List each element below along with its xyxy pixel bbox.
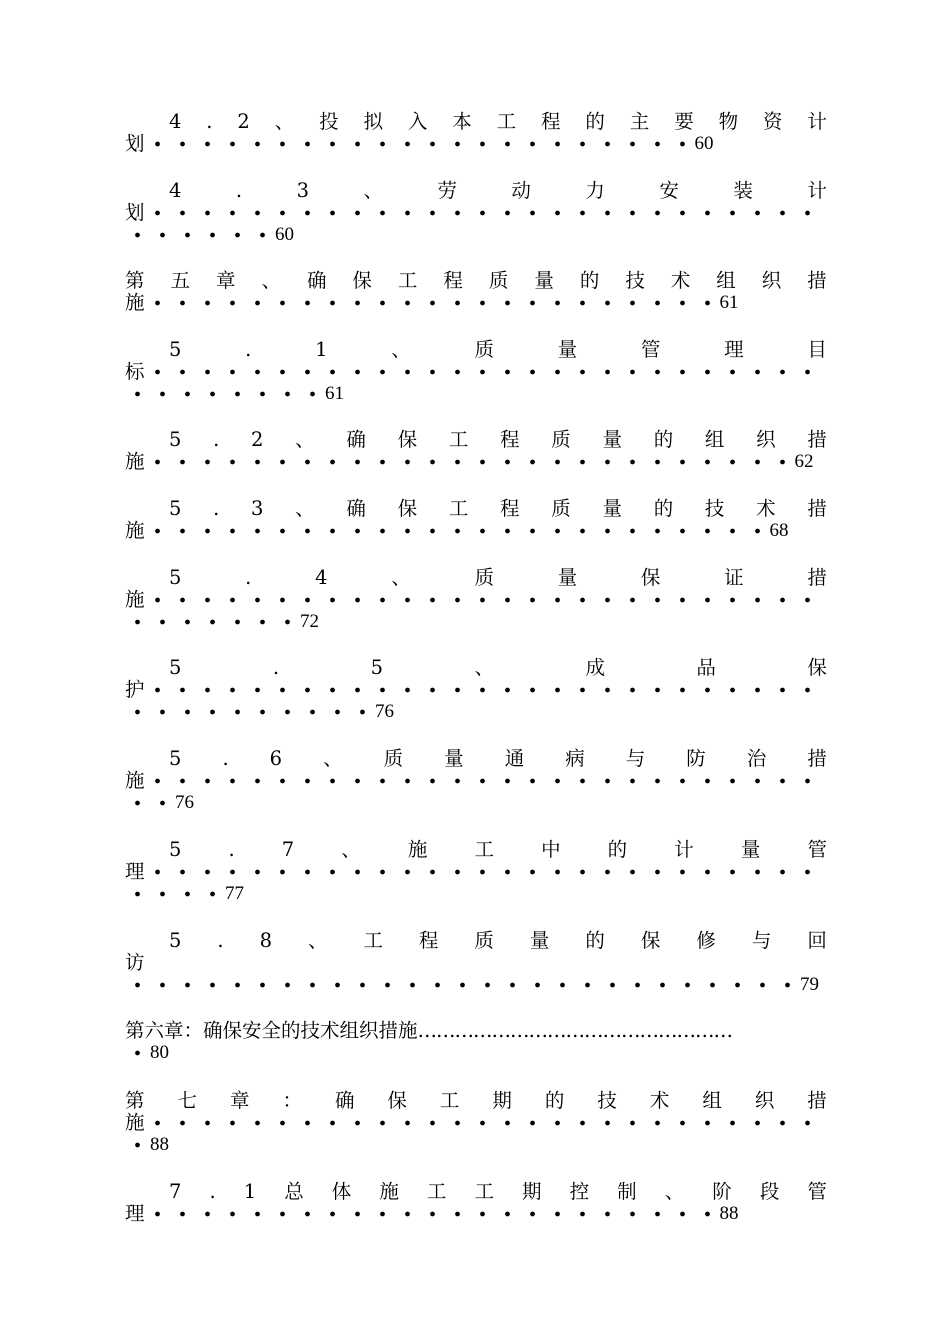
toc-title-char: 程 (541, 110, 561, 133)
toc-title-char: 施 (125, 450, 145, 473)
toc-entry-leader (125, 611, 827, 633)
toc-entry-leader (125, 292, 827, 314)
toc-title-char: . (245, 338, 252, 361)
toc-title-char: 成 (585, 656, 605, 679)
toc-title-char: 工 (474, 838, 494, 861)
toc-title-char: 、 (274, 110, 295, 133)
toc-title-char: 防 (686, 747, 706, 770)
toc-title-char: 管 (640, 338, 661, 361)
toc-title-char: 确 (334, 1089, 355, 1112)
toc-title-char: 动 (511, 179, 531, 202)
toc-title-char: 术 (649, 1089, 670, 1112)
toc-title-char: 5 (169, 566, 182, 589)
toc-title-char: 程 (443, 269, 463, 292)
toc-title-char: 组 (704, 428, 725, 451)
toc-title-char: 七 (177, 1089, 197, 1112)
toc-title-char: 措 (807, 566, 827, 589)
toc-entry-title (125, 1090, 827, 1112)
toc-dot-leader (145, 679, 820, 701)
toc-title-char: 理 (125, 860, 145, 883)
toc-title-char: 工 (474, 1180, 494, 1203)
toc-page-number: 61 (719, 292, 739, 313)
toc-page-number: 88 (719, 1203, 739, 1224)
toc-dot-leader (125, 383, 325, 405)
toc-page-number: 68 (769, 520, 789, 541)
toc-title-char: 术 (756, 497, 776, 520)
toc-title-char: . (209, 1180, 216, 1203)
toc-title-char: 与 (625, 747, 646, 770)
toc-entry-leader (125, 520, 827, 542)
toc-title-char: ： (282, 1089, 302, 1112)
toc-entry-leader (125, 451, 827, 473)
toc-title-char: 施 (407, 838, 428, 861)
toc-entry (125, 567, 827, 633)
toc-title-char: 5 (169, 929, 182, 952)
toc-title-char: 五 (170, 269, 190, 292)
toc-title-char: 要 (674, 110, 694, 133)
toc-title-char: 划 (125, 132, 145, 155)
toc-entry-leader (125, 883, 827, 905)
toc-entry-title (125, 1020, 827, 1042)
toc-dot-leader (145, 292, 720, 314)
toc-entry (125, 111, 827, 155)
toc-title-char: 投 (319, 110, 339, 133)
toc-title-char: 的 (653, 428, 674, 451)
toc-entry (125, 930, 827, 996)
toc-title-char: 量 (740, 838, 761, 861)
toc-title-char: . (213, 497, 220, 520)
toc-title-char: 工 (448, 497, 469, 520)
toc-entry-title (125, 748, 827, 770)
toc-title-char: 术 (670, 269, 691, 292)
toc-title-char: 体 (331, 1180, 352, 1203)
toc-title-char: 织 (756, 428, 776, 451)
toc-title-char: 标 (125, 360, 145, 383)
toc-title-char: 修 (696, 929, 716, 952)
toc-title-char: 、 (261, 269, 281, 292)
toc-page-number: 72 (300, 611, 319, 632)
toc-title-char: 技 (597, 1089, 617, 1112)
toc-title-char: . (272, 656, 280, 679)
toc-title-char: 期 (492, 1089, 512, 1112)
toc-title-char: 劳 (437, 179, 457, 202)
toc-title-char: 质 (551, 428, 571, 451)
toc-entry (125, 180, 827, 246)
toc-title-char: 措 (807, 428, 827, 451)
toc-entry (125, 1020, 827, 1064)
toc-title-char: 组 (702, 1089, 722, 1112)
toc-dot-leader (145, 589, 820, 611)
toc-entry-leader (125, 202, 827, 224)
toc-dot-leader (145, 861, 820, 883)
toc-entry-leader (125, 770, 827, 792)
toc-title-char: 7 (281, 838, 295, 861)
toc-entry-leader (125, 1203, 827, 1225)
toc-title-char: 保 (387, 1089, 407, 1112)
toc-page-number: 62 (794, 451, 814, 472)
toc-title-char: 质 (474, 929, 494, 952)
toc-entry-leader (125, 952, 827, 974)
toc-entry-leader (125, 701, 827, 723)
toc-title-char: 计 (674, 838, 694, 861)
toc-entry-title (125, 930, 827, 952)
toc-title-char: 总 (284, 1180, 304, 1203)
toc-page-number: 60 (694, 133, 714, 154)
toc-entry-leader (125, 1134, 827, 1156)
toc-title-char: 7 (169, 1180, 182, 1203)
toc-dot-leader (125, 224, 275, 246)
toc-title-char: 章 (215, 269, 236, 292)
toc-title-char: 工 (426, 1180, 447, 1203)
toc-title-char: 治 (746, 747, 767, 770)
toc-entry-leader (125, 1042, 827, 1064)
toc-title-char: 量 (602, 497, 622, 520)
toc-dot-leader (145, 361, 820, 383)
toc-entry-leader (125, 974, 827, 996)
toc-title-char: 5 (169, 747, 182, 770)
toc-title-char: 质 (488, 269, 509, 292)
toc-title-char: 、 (391, 338, 411, 361)
toc-entry-title (125, 429, 827, 451)
toc-title-char: 、 (341, 838, 361, 861)
toc-title-char: . (245, 566, 252, 589)
toc-title-char: 保 (397, 497, 418, 520)
toc-title-char: 的 (585, 929, 605, 952)
toc-title-char: 力 (585, 179, 605, 202)
toc-title-char: 工 (439, 1089, 460, 1112)
toc-entry-title (125, 839, 827, 861)
toc-title-char: 回 (807, 929, 827, 952)
toc-title-char: 5 (169, 338, 182, 361)
toc-title-char: 5 (169, 497, 182, 520)
toc-entry-title (125, 657, 827, 679)
toc-title-char: . (213, 428, 220, 451)
toc-title-char: 2 (251, 428, 264, 451)
toc-title-char: 4 (169, 110, 182, 133)
toc-page-number: 79 (800, 974, 819, 995)
toc-title-char: 的 (544, 1089, 565, 1112)
toc-title-char: 中 (541, 838, 561, 861)
toc-title-char: 织 (761, 269, 782, 292)
toc-title-char: 质 (474, 566, 494, 589)
toc-entry-leader (125, 792, 827, 814)
toc-dot-leader (145, 1203, 720, 1225)
toc-entry-leader (125, 679, 827, 701)
toc-page-number: 88 (150, 1134, 169, 1155)
toc-entry-leader (125, 1112, 827, 1134)
toc-title-char: 本 (452, 110, 472, 133)
toc-entry-title (125, 339, 827, 361)
toc-entry-title (125, 1181, 827, 1203)
toc-title-char: 施 (379, 1180, 399, 1203)
toc-title-char: 与 (751, 929, 772, 952)
toc-title-char: 控 (569, 1180, 590, 1203)
toc-dot-leader (125, 1134, 150, 1156)
toc-title-char: 确 (306, 269, 327, 292)
toc-page-number: 60 (275, 224, 294, 245)
toc-title-char: 措 (807, 1089, 827, 1112)
toc-title-char: 量 (529, 929, 550, 952)
toc-page-number: 77 (225, 883, 244, 904)
toc-dot-leader (125, 974, 800, 996)
toc-dot-leader (125, 611, 300, 633)
toc-title-char: 目 (807, 338, 827, 361)
toc-title-char: 的 (585, 110, 605, 133)
toc-page-number: 80 (150, 1042, 169, 1063)
toc-entry-title (125, 498, 827, 520)
toc-title-char: 2 (237, 110, 250, 133)
toc-dot-leader (125, 883, 225, 905)
toc-title-char: . (206, 110, 213, 133)
toc-title-char: 段 (759, 1180, 780, 1203)
toc-entry (125, 1181, 827, 1225)
toc-title-char: 护 (125, 678, 145, 701)
toc-title-char: 期 (522, 1180, 542, 1203)
toc-title-char: 、 (664, 1180, 685, 1203)
toc-title-char: 访 (125, 951, 145, 974)
toc-dot-leader (145, 451, 795, 473)
toc-entry-title (125, 567, 827, 589)
toc-entry (125, 748, 827, 814)
toc-page-number: 76 (175, 792, 194, 813)
toc-title-char: 理 (724, 338, 744, 361)
toc-entry-leader (125, 224, 827, 246)
toc-title-char: 、 (474, 656, 494, 679)
toc-title-char: 量 (557, 566, 578, 589)
toc-title-char: 4 (315, 566, 328, 589)
toc-title-char: . (235, 179, 243, 202)
toc-dot-leader (125, 792, 175, 814)
toc-title-char: 5 (169, 428, 182, 451)
toc-entry (125, 839, 827, 905)
toc-title-char: 施 (125, 1111, 145, 1134)
toc-title-char: 阶 (712, 1180, 732, 1203)
toc-title-char: 管 (807, 838, 827, 861)
toc-title-char: 病 (565, 747, 585, 770)
toc-title-char: 拟 (363, 110, 383, 133)
toc-title-char: 措 (807, 497, 827, 520)
toc-title-char: 8 (259, 929, 272, 952)
toc-title-char: 程 (418, 929, 439, 952)
toc-title-char: 保 (807, 656, 827, 679)
toc-title-char: 物 (718, 110, 739, 133)
toc-title-char: 计 (807, 110, 827, 133)
toc-title-char: 管 (807, 1180, 827, 1203)
toc-title-char: 证 (724, 566, 744, 589)
toc-title-char: 5 (370, 656, 383, 679)
toc-title-char: 的 (579, 269, 600, 292)
toc-dot-leader (145, 770, 820, 792)
toc-title-char: 4 (169, 179, 182, 202)
toc-entry (125, 498, 827, 542)
toc-title-char: 5 (169, 838, 182, 861)
toc-title-char: . (228, 838, 235, 861)
toc-title-char: 、 (391, 566, 411, 589)
toc-title-char: 施 (125, 519, 145, 542)
toc-entry-title (125, 180, 827, 202)
toc-entry-leader (125, 861, 827, 883)
toc-title-char: 资 (762, 110, 783, 133)
toc-title-char: 工 (397, 269, 418, 292)
toc-title-char: 量 (557, 338, 578, 361)
toc-title-char: 装 (733, 179, 753, 202)
toc-dot-leader (145, 202, 820, 224)
toc-entry-leader (125, 133, 827, 155)
toc-title-char: 量 (444, 747, 464, 770)
toc-title-char: 划 (125, 201, 145, 224)
toc-title-char: 1 (243, 1180, 257, 1203)
toc-title-char: . (222, 747, 229, 770)
toc-title-char: 通 (504, 747, 525, 770)
toc-title-char: 3 (296, 179, 309, 202)
toc-title-char: 6 (269, 747, 283, 770)
toc-title-char: 确 (346, 497, 366, 520)
toc-dot-leader (145, 520, 770, 542)
toc-entry-title (125, 270, 827, 292)
toc-entry-title (125, 111, 827, 133)
toc-entry (125, 657, 827, 723)
toc-entry (125, 1090, 827, 1156)
toc-title-char: 质 (474, 338, 494, 361)
toc-title-text: 第六章：确保安全的技术组织措施 (125, 1019, 418, 1042)
toc-title-char: 组 (716, 269, 736, 292)
toc-title-char: 安 (659, 179, 679, 202)
toc-dot-leader (145, 133, 695, 155)
toc-title-char: 质 (383, 747, 404, 770)
toc-title-char: 、 (295, 428, 315, 451)
toc-title-char: 制 (617, 1180, 637, 1203)
toc-title-char: 的 (607, 838, 628, 861)
toc-title-char: 1 (315, 338, 328, 361)
toc-title-char: 、 (363, 179, 383, 202)
toc-title-char: 品 (696, 656, 716, 679)
toc-title-char: 措 (807, 269, 827, 292)
toc-dot-leader (125, 701, 375, 723)
toc-entry-leader (125, 589, 827, 611)
toc-title-char: 施 (125, 588, 145, 611)
toc-title-char: 量 (534, 269, 554, 292)
toc-title-char: 程 (500, 497, 520, 520)
toc-dot-leader (145, 1112, 820, 1134)
toc-title-char: 技 (625, 269, 645, 292)
toc-page-number: 61 (325, 383, 344, 404)
toc-title-char: 质 (551, 497, 571, 520)
toc-title-char: 保 (352, 269, 372, 292)
toc-title-char: 理 (125, 1202, 145, 1225)
toc-title-char: 措 (807, 747, 827, 770)
toc-title-char: 保 (640, 929, 661, 952)
toc-entry (125, 339, 827, 405)
toc-title-char: 工 (496, 110, 517, 133)
toc-entry-leader (125, 361, 827, 383)
toc-title-char: 保 (640, 566, 661, 589)
toc-title-char: 5 (169, 656, 182, 679)
toc-title-char: 章 (229, 1089, 250, 1112)
toc-title-char: 工 (448, 428, 469, 451)
toc-page-number: 76 (375, 701, 394, 722)
toc-title-char: 、 (295, 497, 315, 520)
toc-title-char: 入 (407, 110, 428, 133)
toc-ellipsis: …………………………………………… (417, 1020, 733, 1042)
toc-title-char: 的 (653, 497, 674, 520)
toc-title-char: 3 (251, 497, 264, 520)
toc-title-char: 程 (500, 428, 520, 451)
toc-title-char: 施 (125, 769, 145, 792)
toc-title-char: 施 (125, 291, 145, 314)
toc-title-char: 确 (346, 428, 366, 451)
toc-title-char: 、 (323, 747, 343, 770)
toc-title-char: 、 (307, 929, 328, 952)
toc-title-char: 工 (363, 929, 383, 952)
toc-title-char: . (217, 929, 224, 952)
toc-title-char: 保 (397, 428, 418, 451)
toc-dot-leader (125, 1042, 150, 1064)
toc-title-char: 织 (754, 1089, 775, 1112)
toc-entry (125, 429, 827, 473)
toc-entry (125, 270, 827, 314)
toc-title-char: 量 (602, 428, 622, 451)
toc-title-char: 计 (807, 179, 827, 202)
toc-entry-leader (125, 383, 827, 405)
toc-title-char: 主 (629, 110, 650, 133)
toc-title-char: 第 (125, 269, 145, 292)
toc-title-char: 第 (125, 1089, 145, 1112)
toc-title-char: 技 (704, 497, 725, 520)
